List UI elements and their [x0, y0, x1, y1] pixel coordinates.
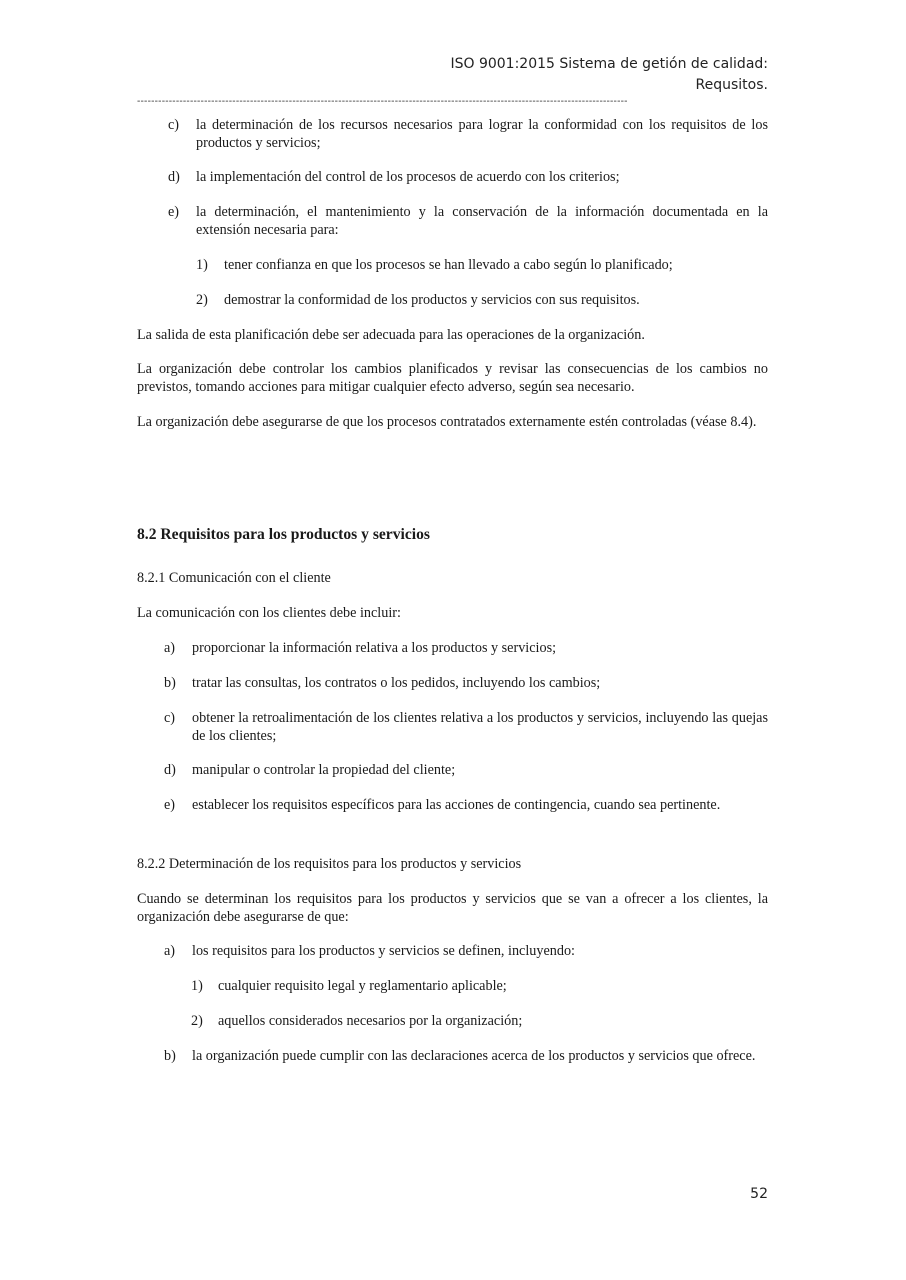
list-item: manipular o controlar la propiedad del cliente;: [192, 762, 456, 778]
list-item: tratar las consultas, los contratos o los pedidos, incluyendo los cambios;: [192, 675, 601, 691]
list-item: la determinación de los recursos necesarios para lograr la conformidad con los requisitos de los productos y servicios;: [196, 117, 768, 151]
page-number: 52: [750, 1186, 768, 1202]
header-title-line2: Requsitos.: [695, 77, 768, 93]
list-marker: e): [164, 797, 176, 813]
sublist-marker: 2): [196, 292, 208, 308]
sublist-marker: 1): [196, 257, 208, 273]
sublist-marker: 2): [191, 1013, 203, 1029]
subsection-heading: 8.2.1 Comunicación con el cliente: [137, 570, 331, 586]
list-item: la implementación del control de los procesos de acuerdo con los criterios;: [196, 169, 620, 185]
list-marker: d): [168, 169, 180, 185]
list-item: la organización puede cumplir con las declaraciones acerca de los productos y servicios que ofrece.: [192, 1048, 756, 1064]
sublist-item: aquellos considerados necesarios por la organización;: [218, 1013, 523, 1029]
paragraph: La organización debe controlar los cambios planificados y revisar las consecuencias de los cambios no previstos, tomando acciones para mitigar cualquier efecto adverso, según sea necesario.: [137, 361, 768, 395]
list-marker: b): [164, 1048, 176, 1064]
list-marker: e): [168, 204, 180, 220]
subsection-heading: 8.2.2 Determinación de los requisitos para los productos y servicios: [137, 856, 522, 872]
sublist-item: cualquier requisito legal y reglamentario aplicable;: [218, 978, 507, 994]
paragraph: Cuando se determinan los requisitos para los productos y servicios que se van a ofrecer a los clientes, la organización debe asegurarse de que:: [137, 891, 768, 925]
running-header: [450, 54, 768, 96]
list-marker: c): [164, 710, 176, 726]
header-title-line1: ISO 9001:2015 Sistema de getión de calidad:: [450, 56, 768, 72]
paragraph: La salida de esta planificación debe ser adecuada para las operaciones de la organización.: [137, 327, 645, 343]
list-item: establecer los requisitos específicos para las acciones de contingencia, cuando sea pertinente.: [192, 797, 721, 813]
paragraph: La comunicación con los clientes debe incluir:: [137, 605, 401, 621]
list-marker: d): [164, 762, 176, 778]
list-marker: a): [164, 943, 176, 959]
list-item: obtener la retroalimentación de los clientes relativa a los productos y servicios, incluyendo las quejas de los clientes;: [192, 710, 768, 744]
list-marker: c): [168, 117, 180, 133]
list-item: la determinación, el mantenimiento y la conservación de la información documentada en la extensión necesaria para:: [196, 204, 768, 238]
sublist-item: demostrar la conformidad de los productos y servicios con sus requisitos.: [224, 292, 640, 308]
sublist-item: tener confianza en que los procesos se han llevado a cabo según lo planificado;: [224, 257, 673, 273]
section-heading: 8.2 Requisitos para los productos y servicios: [137, 526, 430, 543]
sublist-marker: 1): [191, 978, 203, 994]
paragraph: La organización debe asegurarse de que los procesos contratados externamente estén controladas (véase 8.4).: [137, 414, 757, 430]
list-marker: a): [164, 640, 176, 656]
list-marker: b): [164, 675, 176, 691]
header-separator: -------------------------------------------------------------------------------------------------------------------------------------------: [137, 96, 628, 107]
list-item: proporcionar la información relativa a los productos y servicios;: [192, 640, 557, 656]
list-item: los requisitos para los productos y servicios se definen, incluyendo:: [192, 943, 575, 959]
